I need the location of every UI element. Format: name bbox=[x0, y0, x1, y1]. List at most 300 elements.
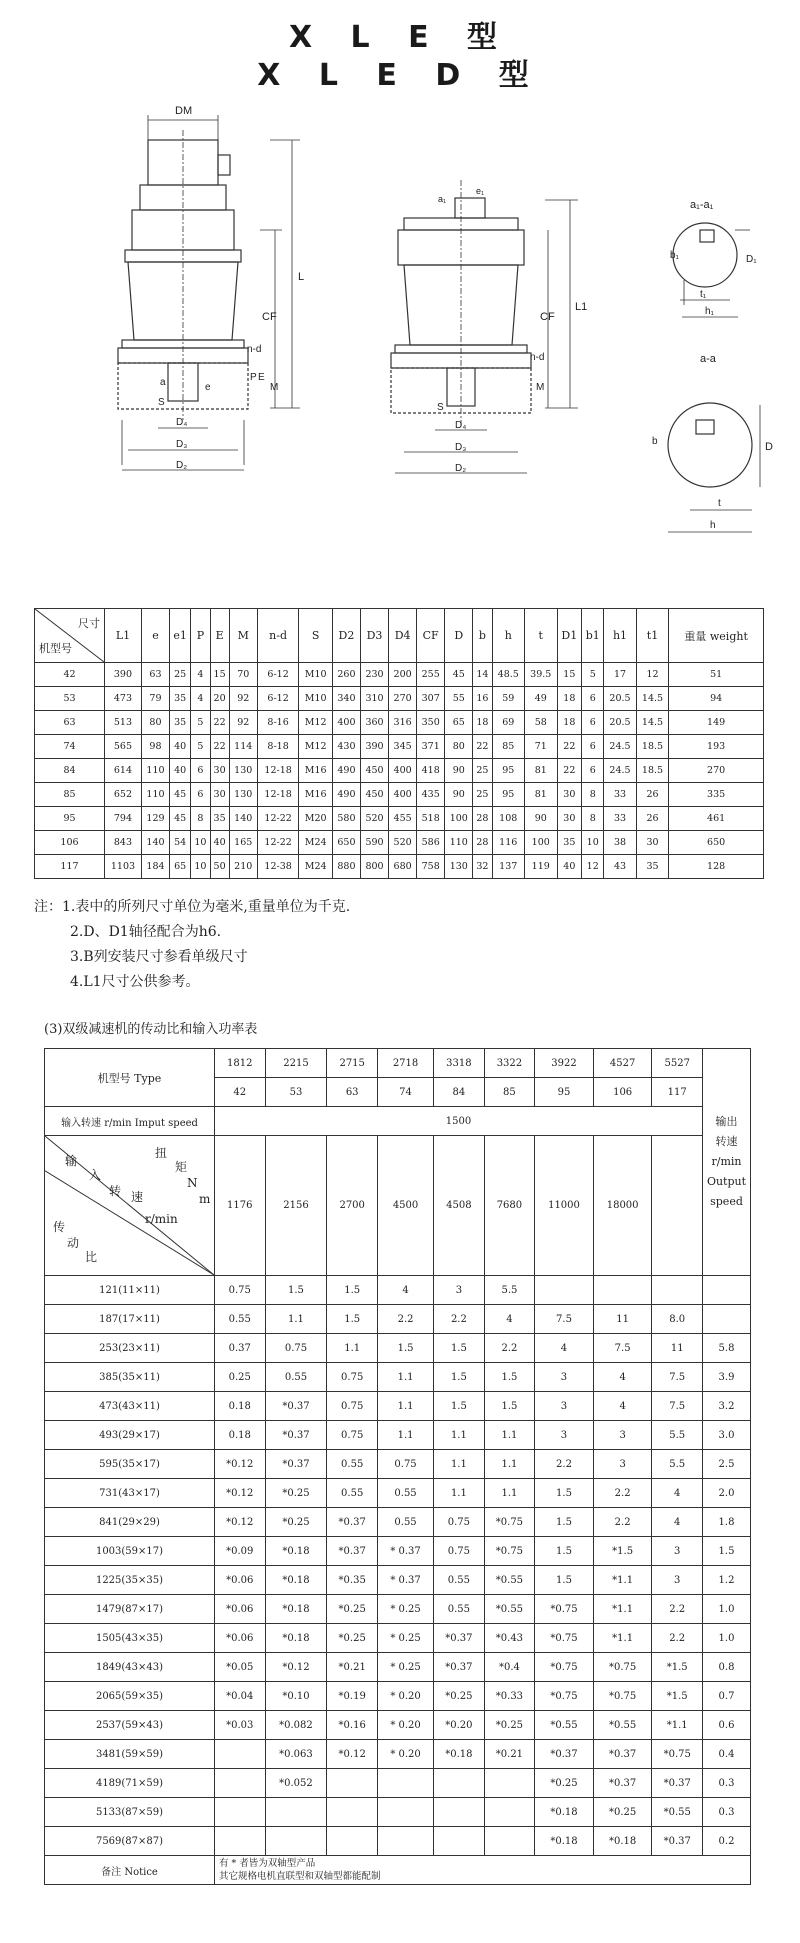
dimension-col-header: h1 bbox=[604, 609, 637, 663]
power-cell bbox=[535, 1276, 594, 1305]
power-cell: * 0.25 bbox=[377, 1595, 433, 1624]
ratio-label-cell: 2065(59×35) bbox=[45, 1682, 215, 1711]
dimension-cell: 130 bbox=[445, 855, 473, 879]
power-cell: *0.25 bbox=[434, 1682, 485, 1711]
dimension-cell: M10 bbox=[299, 687, 332, 711]
power-cell: *0.43 bbox=[484, 1624, 535, 1653]
power-cell: 1.5 bbox=[327, 1305, 378, 1334]
label-m: M bbox=[270, 382, 279, 393]
power-cell: 0.25 bbox=[215, 1363, 266, 1392]
power-cell: *1.5 bbox=[652, 1682, 703, 1711]
dimension-cell: 650 bbox=[669, 831, 764, 855]
dimension-cell: 63 bbox=[141, 663, 169, 687]
torque-value: 4508 bbox=[434, 1136, 485, 1276]
power-cell bbox=[377, 1798, 433, 1827]
label-sec-a1: a₁-a₁ bbox=[690, 199, 714, 211]
dimension-cell: 590 bbox=[360, 831, 388, 855]
power-cell: 5.5 bbox=[652, 1450, 703, 1479]
power-cell: *0.75 bbox=[535, 1682, 594, 1711]
power-cell: 0.55 bbox=[265, 1363, 327, 1392]
dimension-cell: 110 bbox=[141, 759, 169, 783]
dimension-cell: 137 bbox=[492, 855, 525, 879]
dimension-cell: 6-12 bbox=[257, 663, 299, 687]
dimension-row bbox=[35, 735, 764, 759]
power-cell: 2.2 bbox=[377, 1305, 433, 1334]
dimension-cell: 270 bbox=[389, 687, 417, 711]
power-cell: 0.75 bbox=[265, 1334, 327, 1363]
model-number-cell: 42 bbox=[35, 663, 105, 687]
power-cell: 0.18 bbox=[215, 1392, 266, 1421]
dimension-cell: 8 bbox=[582, 807, 604, 831]
label-d: D bbox=[765, 441, 773, 453]
dimension-cell: 260 bbox=[332, 663, 360, 687]
ratio-row bbox=[45, 1769, 751, 1798]
dimension-cell: 6 bbox=[582, 687, 604, 711]
dimension-cell: 316 bbox=[389, 711, 417, 735]
power-cell: *0.18 bbox=[535, 1798, 594, 1827]
ratio-label-cell: 187(17×11) bbox=[45, 1305, 215, 1334]
torque-value: 18000 bbox=[593, 1136, 652, 1276]
power-cell: *0.37 bbox=[652, 1827, 703, 1856]
power-cell: 4 bbox=[652, 1479, 703, 1508]
power-cell: 2.2 bbox=[593, 1479, 652, 1508]
dimension-cell: 65 bbox=[445, 711, 473, 735]
dimension-cell: 461 bbox=[669, 807, 764, 831]
power-cell: 1.5 bbox=[434, 1363, 485, 1392]
dimension-cell: 6 bbox=[582, 711, 604, 735]
dimension-cell: 12-38 bbox=[257, 855, 299, 879]
output-speed-cell: 0.2 bbox=[703, 1827, 751, 1856]
dimension-row bbox=[35, 783, 764, 807]
dimension-col-header: P bbox=[191, 609, 210, 663]
dimension-cell: 25 bbox=[473, 783, 492, 807]
dimension-cell: 490 bbox=[332, 759, 360, 783]
dimension-cell: 90 bbox=[445, 783, 473, 807]
label-dm: DM bbox=[175, 105, 193, 117]
dimension-cell: 30 bbox=[210, 759, 229, 783]
torque-value: 4500 bbox=[377, 1136, 433, 1276]
label-d2: D₂ bbox=[176, 460, 188, 471]
power-cell: *0.55 bbox=[593, 1711, 652, 1740]
power-cell bbox=[327, 1798, 378, 1827]
model-top: 2215 bbox=[265, 1049, 327, 1078]
dimension-cell: 400 bbox=[389, 759, 417, 783]
dimension-cell: 193 bbox=[669, 735, 764, 759]
ratio-label-cell: 7569(87×87) bbox=[45, 1827, 215, 1856]
dimension-cell: 16 bbox=[473, 687, 492, 711]
ratio-row bbox=[45, 1537, 751, 1566]
power-cell: 0.75 bbox=[327, 1421, 378, 1450]
power-cell: * 0.25 bbox=[377, 1653, 433, 1682]
model-top: 1812 bbox=[215, 1049, 266, 1078]
ratio-label-cell: 473(43×11) bbox=[45, 1392, 215, 1421]
ratio-row bbox=[45, 1827, 751, 1856]
dimension-cell: 108 bbox=[492, 807, 525, 831]
label-d3: D₃ bbox=[176, 439, 188, 450]
dimension-cell: 51 bbox=[669, 663, 764, 687]
model-number-cell: 95 bbox=[35, 807, 105, 831]
notice-line: 有 * 者皆为双轴型产品 bbox=[219, 1858, 316, 1869]
power-cell: *1.5 bbox=[652, 1653, 703, 1682]
label-s-2: S bbox=[437, 402, 444, 413]
model-top: 3922 bbox=[535, 1049, 594, 1078]
power-cell: 1.5 bbox=[535, 1479, 594, 1508]
dimension-cell: 310 bbox=[360, 687, 388, 711]
dimension-cell: 40 bbox=[557, 855, 582, 879]
power-cell: *0.37 bbox=[434, 1653, 485, 1682]
power-cell: *1.1 bbox=[593, 1595, 652, 1624]
dimension-cell: 25 bbox=[170, 663, 191, 687]
power-cell: * 0.37 bbox=[377, 1537, 433, 1566]
output-speed-cell: 0.8 bbox=[703, 1653, 751, 1682]
power-cell: 0.55 bbox=[215, 1305, 266, 1334]
model-top: 3318 bbox=[434, 1049, 485, 1078]
input-speed-row bbox=[45, 1107, 751, 1136]
power-cell: *0.75 bbox=[593, 1682, 652, 1711]
power-cell: *0.18 bbox=[535, 1827, 594, 1856]
dimension-cell: 33 bbox=[604, 807, 637, 831]
dimension-cell: 24.5 bbox=[604, 735, 637, 759]
power-cell: 4 bbox=[593, 1392, 652, 1421]
power-cell: *0.37 bbox=[327, 1537, 378, 1566]
dimension-cell: 25 bbox=[473, 759, 492, 783]
dimension-table bbox=[34, 608, 764, 879]
dimension-cell: 130 bbox=[229, 783, 257, 807]
dimension-cell: 10 bbox=[191, 831, 210, 855]
dimension-col-header: e bbox=[141, 609, 169, 663]
power-cell: 0.75 bbox=[434, 1537, 485, 1566]
ratio-row bbox=[45, 1276, 751, 1305]
dimension-cell: M10 bbox=[299, 663, 332, 687]
dimension-cell: 565 bbox=[105, 735, 142, 759]
dimension-cell: 8 bbox=[191, 807, 210, 831]
torque-value: 2156 bbox=[265, 1136, 327, 1276]
model-bottom: 117 bbox=[652, 1078, 703, 1107]
dimension-cell: 130 bbox=[229, 759, 257, 783]
dimension-cell: 210 bbox=[229, 855, 257, 879]
ratio-label-cell: 2537(59×43) bbox=[45, 1711, 215, 1740]
power-cell: * 0.20 bbox=[377, 1682, 433, 1711]
model-number-cell: 53 bbox=[35, 687, 105, 711]
power-cell: * 0.37 bbox=[377, 1566, 433, 1595]
ratio-label-cell: 253(23×11) bbox=[45, 1334, 215, 1363]
power-cell: *0.04 bbox=[215, 1682, 266, 1711]
power-cell bbox=[652, 1276, 703, 1305]
dimension-cell: M12 bbox=[299, 735, 332, 759]
output-speed-cell: 0.3 bbox=[703, 1798, 751, 1827]
power-cell: *0.10 bbox=[265, 1682, 327, 1711]
dimension-cell: 79 bbox=[141, 687, 169, 711]
torque-value: 1176 bbox=[215, 1136, 266, 1276]
power-cell bbox=[265, 1827, 327, 1856]
power-cell: *0.75 bbox=[535, 1624, 594, 1653]
dimension-cell: 50 bbox=[210, 855, 229, 879]
dimension-col-header: b bbox=[473, 609, 492, 663]
ratio-label-cell: 5133(87×59) bbox=[45, 1798, 215, 1827]
power-cell: 4 bbox=[484, 1305, 535, 1334]
power-cell: 7.5 bbox=[652, 1392, 703, 1421]
power-cell: *0.37 bbox=[652, 1769, 703, 1798]
ratio-row bbox=[45, 1450, 751, 1479]
model-number-cell: 74 bbox=[35, 735, 105, 759]
power-cell bbox=[215, 1740, 266, 1769]
dimension-cell: 33 bbox=[604, 783, 637, 807]
label-t: t bbox=[718, 498, 721, 509]
dimension-cell: 5 bbox=[191, 711, 210, 735]
dimension-cell: 307 bbox=[417, 687, 445, 711]
power-cell bbox=[484, 1827, 535, 1856]
label-d2-2: D₂ bbox=[455, 463, 467, 474]
ratio-row bbox=[45, 1740, 751, 1769]
dimension-cell: 350 bbox=[417, 711, 445, 735]
power-cell bbox=[377, 1769, 433, 1798]
dimension-cell: 45 bbox=[170, 783, 191, 807]
ratio-row bbox=[45, 1624, 751, 1653]
power-cell bbox=[434, 1827, 485, 1856]
dimension-cell: 17 bbox=[604, 663, 637, 687]
power-cell: *1.1 bbox=[652, 1711, 703, 1740]
power-cell: *0.063 bbox=[265, 1740, 327, 1769]
dimension-cell: 345 bbox=[389, 735, 417, 759]
dimension-col-header: h bbox=[492, 609, 525, 663]
label-nd: n-d bbox=[247, 344, 262, 355]
ratio-label-cell: 385(35×11) bbox=[45, 1363, 215, 1392]
dimension-cell: 1103 bbox=[105, 855, 142, 879]
power-cell: *0.37 bbox=[593, 1769, 652, 1798]
dimension-cell: 165 bbox=[229, 831, 257, 855]
output-speed-cell bbox=[703, 1276, 751, 1305]
model-number-cell: 117 bbox=[35, 855, 105, 879]
label-d4-2: D₄ bbox=[455, 420, 467, 431]
dimension-cell: 6 bbox=[191, 759, 210, 783]
power-cell: 1.1 bbox=[327, 1334, 378, 1363]
dimension-cell: 30 bbox=[636, 831, 669, 855]
dimension-cell: 48.5 bbox=[492, 663, 525, 687]
dimension-col-header: b1 bbox=[582, 609, 604, 663]
title-xled: X L E D 型 bbox=[257, 58, 543, 93]
dimension-cell: 90 bbox=[525, 807, 558, 831]
dimension-cell: 18 bbox=[473, 711, 492, 735]
power-cell: 2.2 bbox=[652, 1624, 703, 1653]
dimension-cell: 80 bbox=[141, 711, 169, 735]
dimension-cell: 14.5 bbox=[636, 711, 669, 735]
power-cell: *0.06 bbox=[215, 1566, 266, 1595]
dimension-cell: 26 bbox=[636, 783, 669, 807]
power-cell: 1.1 bbox=[377, 1363, 433, 1392]
dimension-cell: 81 bbox=[525, 759, 558, 783]
power-cell: *0.25 bbox=[327, 1595, 378, 1624]
power-cell: *0.06 bbox=[215, 1595, 266, 1624]
power-cell bbox=[434, 1798, 485, 1827]
dimension-cell: 30 bbox=[210, 783, 229, 807]
dimension-cell: 5 bbox=[582, 663, 604, 687]
ratio-label-cell: 493(29×17) bbox=[45, 1421, 215, 1450]
dimension-col-header: 重量 weight bbox=[669, 609, 764, 663]
dimension-col-header: M bbox=[229, 609, 257, 663]
power-cell bbox=[593, 1276, 652, 1305]
dimension-cell: 149 bbox=[669, 711, 764, 735]
dimension-row bbox=[35, 663, 764, 687]
dimension-cell: 340 bbox=[332, 687, 360, 711]
power-cell: *0.37 bbox=[265, 1421, 327, 1450]
power-cell: *0.16 bbox=[327, 1711, 378, 1740]
power-cell: 3 bbox=[652, 1566, 703, 1595]
label-l: L bbox=[298, 271, 305, 283]
power-cell: *0.18 bbox=[434, 1740, 485, 1769]
power-cell: 1.5 bbox=[265, 1276, 327, 1305]
dimension-cell: 119 bbox=[525, 855, 558, 879]
model-top: 2715 bbox=[327, 1049, 378, 1078]
power-cell: *0.37 bbox=[434, 1624, 485, 1653]
power-cell: 0.55 bbox=[327, 1479, 378, 1508]
dimension-cell: 59 bbox=[492, 687, 525, 711]
model-number-cell: 85 bbox=[35, 783, 105, 807]
power-cell: *0.25 bbox=[265, 1479, 327, 1508]
power-cell: 1.1 bbox=[434, 1479, 485, 1508]
output-speed-cell: 1.0 bbox=[703, 1595, 751, 1624]
label-m-2: M bbox=[536, 382, 545, 393]
dimension-cell: 14 bbox=[473, 663, 492, 687]
dimension-cell: 473 bbox=[105, 687, 142, 711]
dimension-cell: 200 bbox=[389, 663, 417, 687]
dimension-col-header: D4 bbox=[389, 609, 417, 663]
power-cell: 2.2 bbox=[652, 1595, 703, 1624]
dimension-cell: 6 bbox=[582, 735, 604, 759]
model-bottom: 95 bbox=[535, 1078, 594, 1107]
output-speed-cell: 0.6 bbox=[703, 1711, 751, 1740]
dimension-cell: 8 bbox=[582, 783, 604, 807]
dimension-cell: 32 bbox=[473, 855, 492, 879]
power-cell: 1.5 bbox=[535, 1508, 594, 1537]
ratio-table-title: (3)双级减速机的传动比和输入功率表 bbox=[44, 1022, 258, 1037]
dimension-cell: M24 bbox=[299, 831, 332, 855]
dimension-cell: 360 bbox=[360, 711, 388, 735]
dimension-cell: 650 bbox=[332, 831, 360, 855]
label-a: a bbox=[160, 377, 166, 388]
model-bottom: 74 bbox=[377, 1078, 433, 1107]
power-cell: *0.75 bbox=[652, 1740, 703, 1769]
dimension-cell: 40 bbox=[210, 831, 229, 855]
model-number-cell: 63 bbox=[35, 711, 105, 735]
dimension-cell: 128 bbox=[669, 855, 764, 879]
power-cell bbox=[327, 1827, 378, 1856]
power-cell: *0.25 bbox=[593, 1798, 652, 1827]
output-speed-cell: 0.4 bbox=[703, 1740, 751, 1769]
power-cell: 11 bbox=[593, 1305, 652, 1334]
dimension-cell: 55 bbox=[445, 687, 473, 711]
ratio-label-cell: 1505(43×35) bbox=[45, 1624, 215, 1653]
dimension-cell: 28 bbox=[473, 807, 492, 831]
dimension-cell: 30 bbox=[557, 807, 582, 831]
dimension-cell: M24 bbox=[299, 855, 332, 879]
label-t1: t₁ bbox=[700, 289, 707, 300]
dimension-cell: 95 bbox=[492, 783, 525, 807]
power-cell: 0.37 bbox=[215, 1334, 266, 1363]
power-cell: 3 bbox=[535, 1421, 594, 1450]
model-number-cell: 106 bbox=[35, 831, 105, 855]
dimension-cell: 35 bbox=[636, 855, 669, 879]
dimension-cell: 22 bbox=[473, 735, 492, 759]
output-speed-label: 输出 转速 r/min Output speed bbox=[703, 1049, 751, 1276]
dimension-cell: 110 bbox=[141, 783, 169, 807]
power-cell bbox=[434, 1769, 485, 1798]
dimension-col-header: t1 bbox=[636, 609, 669, 663]
dimension-cell: 39.5 bbox=[525, 663, 558, 687]
power-cell: 7.5 bbox=[593, 1334, 652, 1363]
ratio-row bbox=[45, 1334, 751, 1363]
power-cell: 1.5 bbox=[484, 1363, 535, 1392]
ratio-label-cell: 1225(35×35) bbox=[45, 1566, 215, 1595]
power-cell: 7.5 bbox=[535, 1305, 594, 1334]
dimension-cell: 22 bbox=[210, 735, 229, 759]
dimension-cell: 58 bbox=[525, 711, 558, 735]
power-cell: 5.5 bbox=[652, 1421, 703, 1450]
dimension-cell: M20 bbox=[299, 807, 332, 831]
ratio-row bbox=[45, 1305, 751, 1334]
output-speed-cell: 3.0 bbox=[703, 1421, 751, 1450]
power-cell: *1.1 bbox=[593, 1624, 652, 1653]
power-cell: 0.55 bbox=[377, 1508, 433, 1537]
dimension-cell: 758 bbox=[417, 855, 445, 879]
power-cell: *0.37 bbox=[535, 1740, 594, 1769]
power-cell: *0.082 bbox=[265, 1711, 327, 1740]
power-cell: 2.2 bbox=[434, 1305, 485, 1334]
power-cell: 0.55 bbox=[377, 1479, 433, 1508]
power-cell: 0.55 bbox=[327, 1450, 378, 1479]
dimension-cell: 230 bbox=[360, 663, 388, 687]
label-l1: L1 bbox=[575, 301, 588, 313]
ratio-label-cell: 841(29×29) bbox=[45, 1508, 215, 1537]
output-speed-cell: 5.8 bbox=[703, 1334, 751, 1363]
power-cell: *1.1 bbox=[593, 1566, 652, 1595]
notice-row bbox=[45, 1856, 751, 1885]
power-cell: 3 bbox=[535, 1363, 594, 1392]
dimension-cell: 371 bbox=[417, 735, 445, 759]
output-speed-cell: 1.8 bbox=[703, 1508, 751, 1537]
dimension-cell: 26 bbox=[636, 807, 669, 831]
dimension-cell: 45 bbox=[445, 663, 473, 687]
dimension-cell: 71 bbox=[525, 735, 558, 759]
power-cell: 3 bbox=[652, 1537, 703, 1566]
model-top: 2718 bbox=[377, 1049, 433, 1078]
power-cell: 0.75 bbox=[434, 1508, 485, 1537]
power-cell: 1.5 bbox=[327, 1276, 378, 1305]
label-h1: h₁ bbox=[705, 306, 714, 317]
dimension-cell: 10 bbox=[191, 855, 210, 879]
dimension-cell: 390 bbox=[360, 735, 388, 759]
power-cell: 1.1 bbox=[484, 1479, 535, 1508]
power-cell bbox=[265, 1798, 327, 1827]
power-cell: *0.25 bbox=[535, 1769, 594, 1798]
power-cell: 11 bbox=[652, 1334, 703, 1363]
power-cell: 3 bbox=[593, 1450, 652, 1479]
label-p: P bbox=[250, 372, 257, 383]
power-cell: 1.5 bbox=[535, 1566, 594, 1595]
dimension-cell: 518 bbox=[417, 807, 445, 831]
model-bottom: 84 bbox=[434, 1078, 485, 1107]
dimension-cell: 18 bbox=[557, 711, 582, 735]
dimension-cell: 12-18 bbox=[257, 783, 299, 807]
ratio-row bbox=[45, 1682, 751, 1711]
power-cell: *0.09 bbox=[215, 1537, 266, 1566]
dimension-cell: 450 bbox=[360, 783, 388, 807]
dimension-cell: 6 bbox=[191, 783, 210, 807]
ratio-label-cell: 731(43×17) bbox=[45, 1479, 215, 1508]
power-cell: 1.1 bbox=[434, 1421, 485, 1450]
ratio-label-cell: 1849(43×43) bbox=[45, 1653, 215, 1682]
dimension-cell: 794 bbox=[105, 807, 142, 831]
dimension-col-header: CF bbox=[417, 609, 445, 663]
